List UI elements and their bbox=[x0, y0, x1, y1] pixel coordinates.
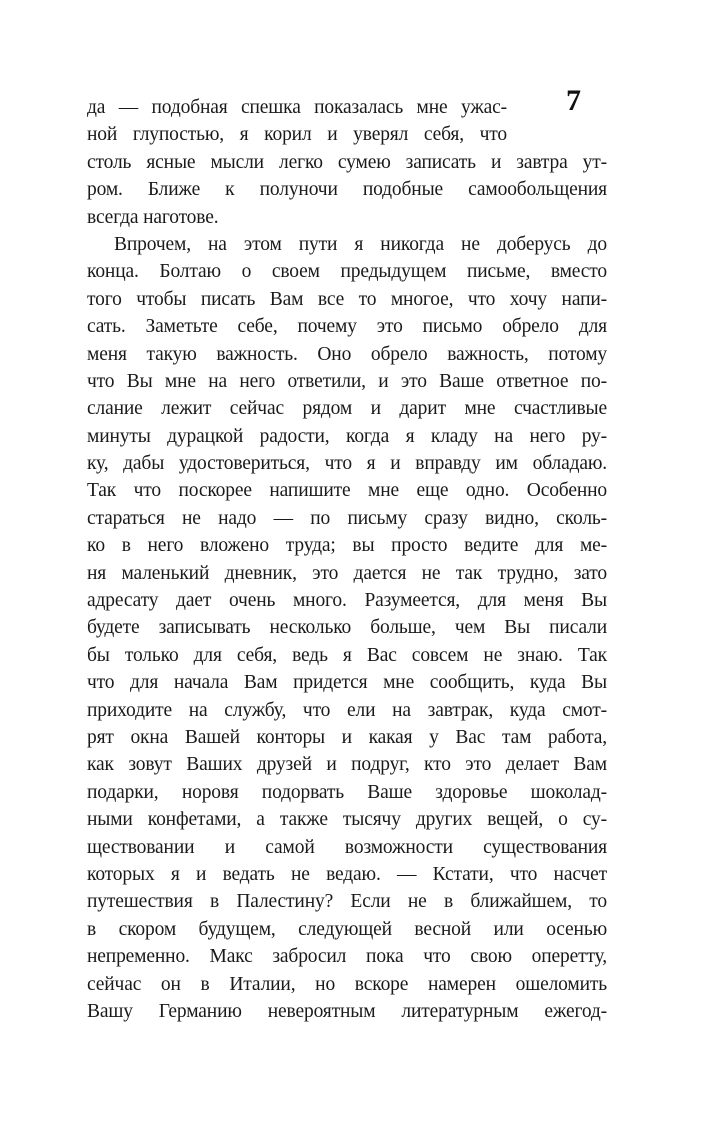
text-line: ществовании и самой возможности существования bbox=[87, 836, 607, 858]
text-line: ку, дабы удостовериться, что я и вправду им обладаю. bbox=[87, 453, 607, 475]
text-line: адресату дает очень много. Разумеется, для меня Вы bbox=[87, 590, 607, 612]
text-line: рят окна Вашей конторы и какая у Вас там работа, bbox=[87, 726, 607, 748]
text-line: ня маленький дневник, это дается не так трудно, зато bbox=[87, 562, 607, 584]
text-line: бы только для себя, ведь я Вас совсем не знаю. Так bbox=[87, 644, 607, 666]
text-line: да — подобная спешка показалась мне ужас- bbox=[87, 97, 507, 118]
text-line: Так что поскорее напишите мне еще одно. Особенно bbox=[87, 480, 607, 502]
text-line: слание лежит сейчас рядом и дарит мне счастливые bbox=[87, 398, 607, 420]
text-line: ными конфетами, а также тысячу других вещей, о су- bbox=[87, 809, 607, 831]
page-number: 7 bbox=[566, 84, 581, 117]
text-line: как зовут Ваших друзей и подруг, кто это делает Вам bbox=[87, 754, 607, 776]
text-line: того чтобы писать Вам все то многое, что хочу напи- bbox=[87, 288, 607, 310]
text-line: будете записывать несколько больше, чем Вы писали bbox=[87, 617, 607, 639]
text-line: Вашу Германию невероятным литературным ежегод- bbox=[87, 1000, 607, 1022]
text-line: которых я и ведать не ведаю. — Кстати, что насчет bbox=[87, 863, 607, 885]
text-line: Впрочем, на этом пути я никогда не доберусь до bbox=[114, 233, 607, 255]
text-line: ко в него вложено труда; вы просто ведите для ме- bbox=[87, 535, 607, 557]
text-line: стараться не надо — по письму сразу видно, сколь- bbox=[87, 507, 607, 529]
text-line: что для начала Вам придется мне сообщить, куда Вы bbox=[87, 672, 607, 694]
text-line: всегда наготове. bbox=[87, 206, 219, 228]
text-line: что Вы мне на него ответили, и это Ваше ответное по- bbox=[87, 370, 607, 392]
text-line: столь ясные мысли легко сумею записать и завтра ут- bbox=[87, 151, 607, 173]
text-line: в скором будущем, следующей весной или осенью bbox=[87, 918, 607, 940]
text-line: конца. Болтаю о своем предыдущем письме, вместо bbox=[87, 261, 607, 283]
text-line: сать. Заметьте себе, почему это письмо обрело для bbox=[87, 316, 607, 338]
text-line: подарки, норовя подорвать Ваше здоровье шоколад- bbox=[87, 781, 607, 803]
text-line: меня такую важность. Оно обрело важность, потому bbox=[87, 343, 607, 365]
text-line: ной глупостью, я корил и уверял себя, что bbox=[87, 124, 507, 146]
text-line: непременно. Макс забросил пока что свою оперетту, bbox=[87, 946, 607, 968]
text-line: приходите на службу, что ели на завтрак, куда смот- bbox=[87, 699, 607, 721]
text-line: сейчас он в Италии, но вскоре намерен ошеломить bbox=[87, 973, 607, 995]
text-line: ром. Ближе к полуночи подобные самообольщения bbox=[87, 179, 607, 201]
text-line: минуты дурацкой радости, когда я кладу на него ру- bbox=[87, 425, 607, 447]
text-line: путешествия в Палестину? Если не в ближайшем, то bbox=[87, 891, 607, 913]
body-text bbox=[87, 94, 607, 1025]
